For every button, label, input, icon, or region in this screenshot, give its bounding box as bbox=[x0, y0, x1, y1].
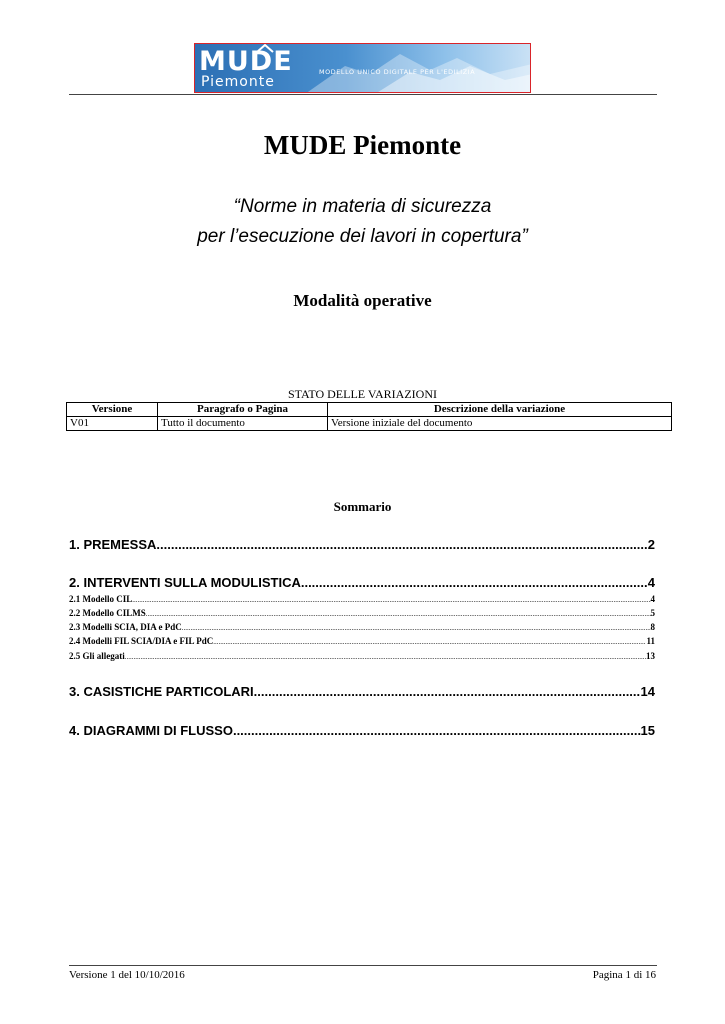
toc-leader bbox=[233, 723, 641, 739]
header-description: Descrizione della variazione bbox=[328, 403, 672, 417]
toc-entry-casistiche[interactable] bbox=[69, 684, 655, 700]
variations-caption: STATO DELLE VARIAZIONI bbox=[287, 387, 438, 401]
toc-label: 1. PREMESSA bbox=[69, 537, 157, 552]
section-heading: Modalità operative bbox=[293, 291, 432, 310]
cell-paragraph: Tutto il documento bbox=[158, 417, 328, 431]
toc-page: 5 bbox=[650, 608, 655, 618]
toc-label: 2.4 Modelli FIL SCIA/DIA e FIL PdC bbox=[69, 636, 214, 646]
subtitle-line-2: per l’esecuzione dei lavori in copertura” bbox=[197, 226, 528, 247]
toc-entry-modello-cil[interactable] bbox=[69, 594, 655, 605]
variations-table bbox=[66, 402, 672, 431]
toc-entry-allegati[interactable] bbox=[69, 651, 655, 662]
toc-entry-modelli-fil[interactable] bbox=[69, 636, 655, 647]
toc-label: 3. CASISTICHE PARTICOLARI bbox=[69, 684, 254, 699]
toc-entry-modelli-scia[interactable] bbox=[69, 622, 655, 633]
subtitle-line-1: “Norme in materia di sicurezza bbox=[233, 196, 492, 217]
footer-version: Versione 1 del 10/10/2016 bbox=[69, 969, 185, 981]
toc-page: 4 bbox=[650, 594, 655, 604]
cell-version: V01 bbox=[67, 417, 158, 431]
toc-entry-interventi[interactable] bbox=[69, 575, 655, 591]
cell-description: Versione iniziale del documento bbox=[328, 417, 672, 431]
toc-entry-modello-cilms[interactable] bbox=[69, 608, 655, 619]
toc-page: 2 bbox=[647, 537, 655, 552]
toc-page: 14 bbox=[640, 684, 655, 699]
mude-piemonte-logo bbox=[194, 43, 531, 93]
toc-leader bbox=[146, 609, 651, 620]
table-row bbox=[67, 417, 672, 431]
document-title: MUDE Piemonte bbox=[263, 130, 462, 160]
toc-entry-premessa[interactable] bbox=[69, 537, 655, 553]
toc-leader bbox=[301, 575, 648, 591]
toc-label: 2. INTERVENTI SULLA MODULISTICA bbox=[69, 575, 301, 590]
header-rule bbox=[69, 94, 657, 95]
toc-leader bbox=[254, 684, 641, 700]
logo-brand-text: MUDE bbox=[199, 46, 293, 77]
toc-page: 11 bbox=[646, 636, 655, 646]
toc-label: 2.2 Modello CILMS bbox=[69, 608, 146, 618]
header-version: Versione bbox=[67, 403, 158, 417]
toc-label: 2.3 Modelli SCIA, DIA e PdC bbox=[69, 622, 182, 632]
footer-rule bbox=[69, 965, 657, 966]
toc-entry-diagrammi[interactable] bbox=[69, 723, 655, 739]
toc-leader bbox=[125, 652, 646, 663]
toc-leader bbox=[182, 623, 651, 634]
toc-label: 2.5 Gli allegati bbox=[69, 651, 125, 661]
toc-label: 4. DIAGRAMMI DI FLUSSO bbox=[69, 723, 233, 738]
toc-page: 4 bbox=[647, 575, 655, 590]
toc-page: 15 bbox=[640, 723, 655, 738]
variations-header-row bbox=[67, 403, 672, 417]
document-subtitle bbox=[0, 192, 725, 252]
header-paragraph: Paragrafo o Pagina bbox=[158, 403, 328, 417]
toc-leader bbox=[213, 637, 646, 648]
toc-label: 2.1 Modello CIL bbox=[69, 594, 133, 604]
logo-tagline: MODELLO UNICO DIGITALE PER L'EDILIZIA bbox=[319, 68, 476, 76]
logo-region-text: Piemonte bbox=[201, 74, 275, 90]
toc-page: 13 bbox=[646, 651, 655, 661]
summary-title: Sommario bbox=[333, 499, 392, 514]
toc-leader bbox=[132, 595, 650, 606]
toc-page: 8 bbox=[650, 622, 655, 632]
footer-page-number: Pagina 1 di 16 bbox=[592, 969, 656, 981]
toc-leader bbox=[156, 537, 647, 553]
